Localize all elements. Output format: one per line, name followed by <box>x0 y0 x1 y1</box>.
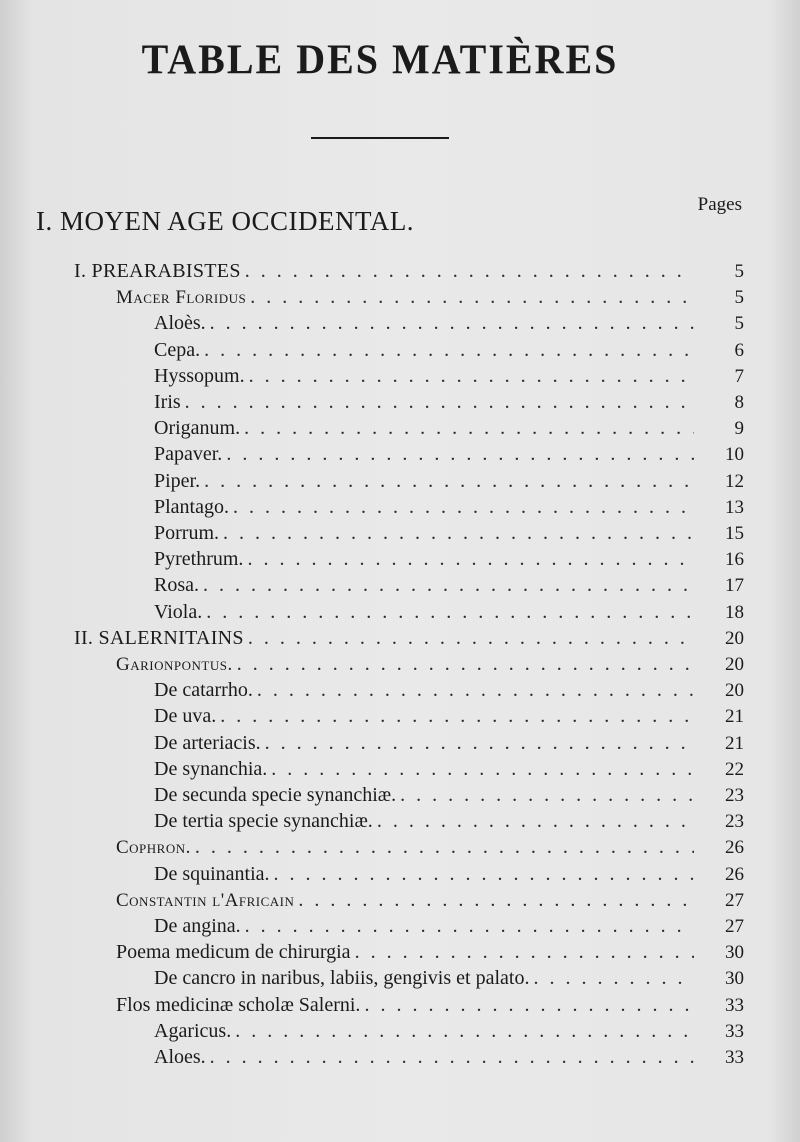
leader-dots <box>233 494 694 520</box>
toc-entry-page: 33 <box>725 1047 744 1068</box>
toc-entry <box>154 546 744 572</box>
toc-entry-label: Flos medicinæ scholæ Salerni. <box>116 993 361 1016</box>
toc-entry <box>116 887 744 913</box>
toc-entry-page: 18 <box>725 601 744 623</box>
toc-entry-label: De uva. <box>154 705 217 728</box>
leader-dots <box>204 468 694 494</box>
toc-entry-page: 17 <box>725 575 744 597</box>
toc-entry-page: 27 <box>725 889 744 911</box>
toc-entry-page: 21 <box>725 706 744 728</box>
leader-dots <box>203 572 694 598</box>
toc-entry-page: 30 <box>725 968 744 990</box>
toc-entry-label: Viola. <box>154 600 203 623</box>
toc-entry-page: 7 <box>734 365 744 387</box>
leader-dots <box>377 808 694 834</box>
toc-entry <box>154 756 744 782</box>
leader-dots <box>364 992 694 1018</box>
toc-entry-label: De catarrho. <box>154 679 253 702</box>
leader-dots <box>210 1044 694 1070</box>
title-rule <box>311 137 449 139</box>
toc-entry-label: Cophron. <box>116 837 191 859</box>
toc-entry-label: I. PREARABISTES <box>74 260 241 282</box>
toc-entry <box>116 284 744 310</box>
toc-entry <box>154 703 744 729</box>
toc-entry-label: De arteriacis. <box>154 731 261 754</box>
toc-entry-page: 20 <box>725 680 744 702</box>
leader-dots <box>257 677 694 703</box>
toc-entry <box>154 861 744 887</box>
toc-entry <box>74 258 744 284</box>
leader-dots <box>245 913 694 939</box>
leader-dots <box>247 546 694 572</box>
toc-entry-label: De angina. <box>154 915 241 937</box>
leader-dots <box>248 625 694 651</box>
toc-entry-page: 13 <box>725 496 744 518</box>
toc-entry <box>154 572 744 598</box>
toc-entry-page: 27 <box>725 916 744 937</box>
toc-entry <box>154 468 744 494</box>
leader-dots <box>400 782 694 808</box>
toc-entry-label: Origanum. <box>154 417 241 440</box>
toc-entry-label: Aloes. <box>154 1046 206 1068</box>
leader-dots <box>226 441 694 467</box>
toc-entry-page: 9 <box>734 418 744 440</box>
toc-entry-label: Piper. <box>154 469 201 492</box>
leader-dots <box>249 363 694 389</box>
leader-dots <box>223 520 694 546</box>
leader-dots <box>265 730 694 756</box>
toc-entry <box>154 310 744 336</box>
toc-entry-page: 5 <box>734 313 744 335</box>
toc-entry-label: De tertia specie synanchiæ. <box>154 810 373 833</box>
toc-entry-page: 16 <box>725 549 744 571</box>
toc-entry <box>154 520 744 546</box>
toc-entry-label: Pyrethrum. <box>154 548 244 571</box>
toc-entry <box>154 389 744 415</box>
toc-entry <box>116 939 744 965</box>
toc-entry-label: De cancro in naribus, labiis, gengivis et palato. <box>154 967 530 990</box>
toc-entry-page: 26 <box>725 863 744 885</box>
toc-entry-page: 10 <box>725 444 744 466</box>
toc-entry-page: 23 <box>725 785 744 806</box>
toc-entry-label: Agaricus. <box>154 1019 232 1042</box>
leader-dots <box>355 939 694 965</box>
part-heading: I. MOYEN AGE OCCIDENTAL. <box>36 206 415 236</box>
toc-entry-label: Aloès. <box>154 312 206 335</box>
toc-entry-page: 12 <box>725 470 744 492</box>
leader-dots <box>271 756 694 782</box>
leader-dots <box>206 599 694 625</box>
toc-entry <box>116 834 744 860</box>
toc-entry-page: 20 <box>725 627 744 649</box>
page-title: TABLE DES MATIÈRES <box>141 35 619 84</box>
toc-entry <box>74 625 744 651</box>
leader-dots <box>210 310 694 336</box>
toc-entry-page: 30 <box>725 942 744 964</box>
toc-entry-page: 8 <box>734 392 744 413</box>
toc-entry <box>116 651 744 677</box>
toc-entry-label: De secunda specie synanchiæ. <box>154 784 397 806</box>
toc-entry-page: 22 <box>725 758 744 780</box>
toc-entry-page: 6 <box>734 339 744 361</box>
toc-entry <box>154 913 744 939</box>
toc-entry-label: De squinantia. <box>154 862 270 885</box>
toc-entry-page: 15 <box>725 523 744 544</box>
toc-entry-label: II. SALERNITAINS <box>74 626 244 649</box>
toc-entry-label: Hyssopum. <box>154 364 245 387</box>
toc-entry <box>116 992 744 1018</box>
leader-dots <box>204 337 694 363</box>
toc-entry <box>154 441 744 467</box>
leader-dots <box>245 258 694 284</box>
toc-entry-label: Iris <box>154 391 181 413</box>
toc-entry-page: 5 <box>734 261 744 282</box>
toc-entry-label: Plantago. <box>154 495 229 518</box>
toc-entry-page: 23 <box>725 811 744 833</box>
leader-dots <box>185 389 694 415</box>
leader-dots <box>533 965 694 991</box>
toc-entry <box>154 965 744 991</box>
toc-entry-page: 33 <box>725 1020 744 1042</box>
toc-entry-label: Porrum. <box>154 522 219 544</box>
leader-dots <box>220 703 694 729</box>
leader-dots <box>244 415 694 441</box>
toc-entry-page: 21 <box>725 732 744 754</box>
pages-column-header: Pages <box>697 194 742 215</box>
toc-entry <box>154 730 744 756</box>
toc-entry <box>154 494 744 520</box>
toc-entry <box>154 363 744 389</box>
toc-entry-page: 33 <box>725 994 744 1016</box>
leader-dots <box>195 834 694 860</box>
toc-entry-label: De synanchia. <box>154 757 268 780</box>
toc-entry-label: Constantin l'Africain <box>116 889 295 911</box>
toc-entry <box>154 677 744 703</box>
leader-dots <box>274 861 694 887</box>
toc-entry <box>154 599 744 625</box>
toc-entry <box>154 1018 744 1044</box>
toc-entry-label: Garionpontus. <box>116 654 233 675</box>
toc-entry-label: Macer Floridus <box>116 287 247 309</box>
toc-entry-label: Rosa. <box>154 574 199 597</box>
leader-dots <box>237 651 694 677</box>
toc-entry-page: 20 <box>725 654 744 675</box>
leader-dots <box>235 1018 694 1044</box>
toc-entry <box>154 782 744 808</box>
toc-entry <box>154 808 744 834</box>
toc-entry-label: Cepa. <box>154 338 201 361</box>
leader-dots <box>250 284 694 310</box>
toc-entry-page: 26 <box>725 837 744 859</box>
toc-entry <box>154 337 744 363</box>
leader-dots <box>298 887 694 913</box>
toc-entry-page: 5 <box>734 287 744 309</box>
toc-entry-label: Poema medicum de chirurgia <box>116 941 351 964</box>
toc-entry <box>154 415 744 441</box>
toc-entry-label: Papaver. <box>154 443 223 466</box>
toc-entry <box>154 1044 744 1070</box>
